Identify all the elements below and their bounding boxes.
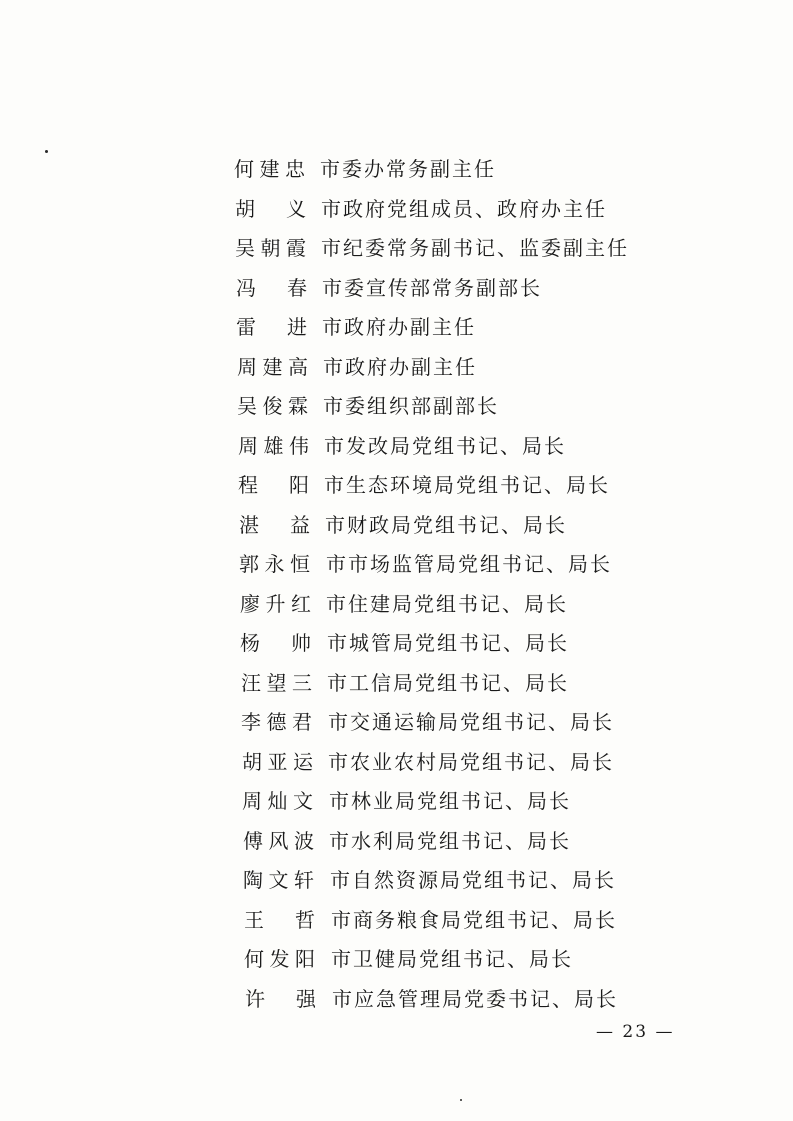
list-item	[0, 861, 793, 901]
list-item	[0, 664, 793, 704]
person-title: 市委办常务副主任	[320, 157, 496, 181]
person-name: 李德君	[241, 710, 313, 734]
person-title: 市商务粮食局党组书记、局长	[331, 907, 617, 932]
list-item	[0, 190, 793, 230]
person-title: 市农业农村局党组书记、局长	[328, 749, 614, 774]
person-name: 湛 益	[239, 512, 311, 537]
person-title: 市自然资源局党组书记、局长	[330, 868, 616, 892]
list-item	[0, 466, 793, 506]
person-name: 吴俊霖	[237, 394, 309, 418]
person-name: 王 哲	[244, 907, 316, 932]
person-title: 市政府办副主任	[323, 354, 477, 379]
list-item	[0, 585, 793, 625]
person-name: 杨 帅	[240, 631, 312, 655]
list-item	[0, 782, 793, 822]
person-name: 郭永恒	[239, 552, 311, 576]
person-title: 市纪委常务副书记、监委副主任	[321, 236, 629, 260]
list-item	[0, 387, 793, 427]
person-name: 吴朝霞	[235, 236, 307, 260]
list-item	[0, 545, 793, 585]
person-title: 市水利局党组书记、局长	[329, 828, 571, 853]
page-number: — 23 —	[596, 1022, 675, 1042]
person-title: 市城管局党组书记、局长	[327, 631, 569, 655]
list-item	[0, 308, 793, 348]
person-title: 市政府党组成员、政府办主任	[321, 196, 607, 221]
person-title: 市林业局党组书记、局长	[329, 789, 571, 813]
scan-speck	[460, 1099, 462, 1101]
list-item	[0, 980, 793, 1020]
list-item	[0, 624, 793, 664]
list-item	[0, 427, 793, 467]
person-name: 胡亚运	[242, 749, 314, 774]
list-item	[0, 703, 793, 743]
list-item	[0, 506, 793, 546]
list-item	[0, 150, 793, 190]
person-title: 市政府办副主任	[322, 315, 476, 339]
person-name: 何发阳	[244, 947, 316, 971]
person-name: 周雄伟	[238, 433, 310, 458]
list-item	[0, 348, 793, 388]
person-name: 廖升红	[240, 591, 312, 616]
person-title: 市工信局党组书记、局长	[327, 670, 569, 695]
person-title: 市生态环境局党组书记、局长	[324, 473, 610, 497]
person-title: 市委宣传部常务副部长	[322, 275, 542, 300]
person-title: 市市场监管局党组书记、局长	[326, 552, 612, 576]
person-title: 市发改局党组书记、局长	[324, 433, 566, 458]
list-item	[0, 901, 793, 941]
person-name: 何建忠	[234, 157, 306, 181]
person-title: 市交通运输局党组书记、局长	[328, 710, 614, 734]
person-name: 雷 进	[236, 315, 308, 339]
list-item	[0, 743, 793, 783]
list-item	[0, 822, 793, 862]
personnel-list	[0, 150, 793, 1019]
person-name: 程 阳	[238, 473, 310, 497]
person-name: 许 强	[245, 986, 317, 1011]
person-name: 周建高	[237, 354, 309, 379]
person-name: 冯 春	[236, 275, 308, 300]
person-title: 市财政局党组书记、局长	[325, 512, 567, 537]
person-name: 周灿文	[242, 789, 314, 813]
list-item	[0, 940, 793, 980]
person-title: 市卫健局党组书记、局长	[331, 947, 573, 971]
list-item	[0, 269, 793, 309]
list-item	[0, 229, 793, 269]
person-name: 胡 义	[235, 196, 307, 221]
person-title: 市住建局党组书记、局长	[326, 591, 568, 616]
person-title: 市委组织部副部长	[323, 394, 499, 418]
person-name: 汪望三	[241, 670, 313, 695]
person-name: 傅风波	[243, 828, 315, 853]
person-title: 市应急管理局党委书记、局长	[332, 986, 618, 1011]
person-name: 陶文轩	[243, 868, 315, 892]
